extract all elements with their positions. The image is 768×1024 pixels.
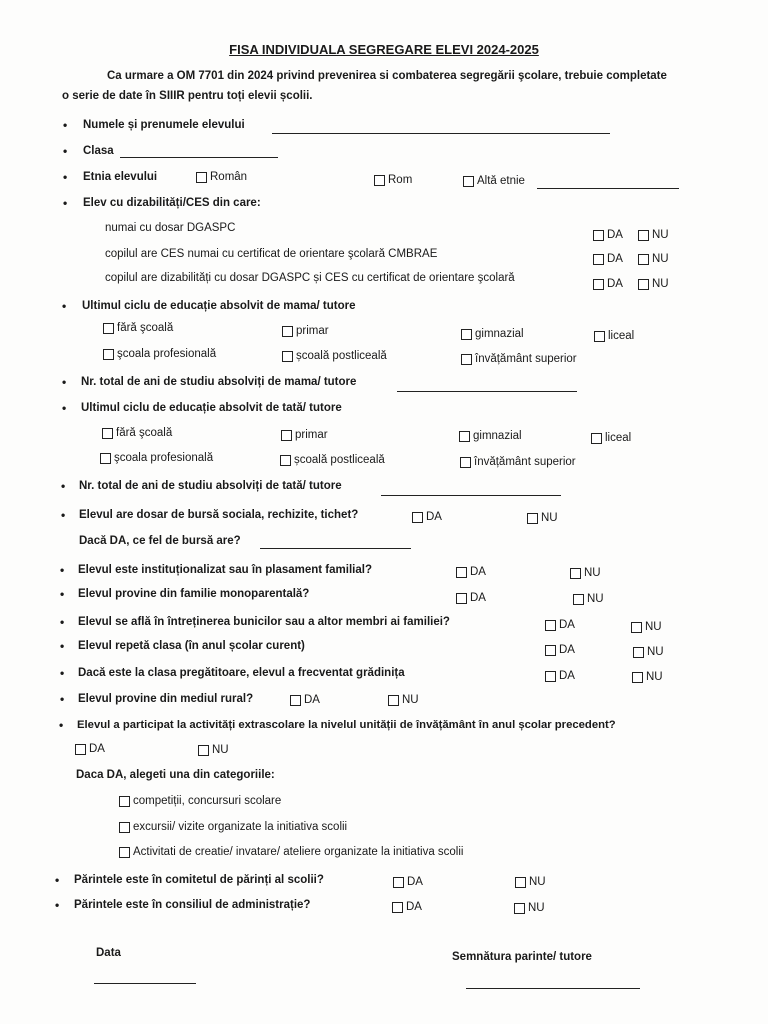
grandparents-no[interactable]: NU — [631, 621, 662, 633]
mother-edu-postsecondary[interactable]: școală postliceală — [282, 350, 387, 362]
category-competitions[interactable]: competiții, concursuri scolare — [119, 795, 281, 807]
checkbox[interactable] — [459, 431, 470, 442]
class-label: Clasa — [83, 145, 114, 157]
repeats-label: Elevul repetă clasa (în anul școlar curent) — [78, 640, 305, 652]
grandparents-label: Elevul se află în întreținerea bunicilor sau a altor membri ai familiei? — [78, 616, 450, 628]
form-title: FISA INDIVIDUALA SEGREGARE ELEVI 2024-2025 — [229, 42, 539, 57]
checkbox[interactable] — [282, 326, 293, 337]
checkbox[interactable] — [515, 877, 526, 888]
checkbox[interactable] — [545, 645, 556, 656]
bullet: • — [63, 196, 68, 210]
bullet: • — [63, 118, 68, 132]
father-cycle-label: Ultimul ciclu de educație absolvit de tată/ tutore — [81, 402, 342, 414]
name-field[interactable] — [272, 133, 610, 134]
checkbox[interactable] — [632, 672, 643, 683]
parent-committee-yes[interactable]: DA — [393, 876, 423, 888]
checkbox[interactable] — [527, 513, 538, 524]
single-parent-yes[interactable]: DA — [456, 592, 486, 604]
checkbox[interactable] — [456, 567, 467, 578]
bullet: • — [61, 479, 66, 493]
father-edu-none[interactable]: fără şcoală — [102, 427, 172, 439]
ethnicity-option-other[interactable]: Altă etnie — [463, 175, 525, 187]
scholarship-type-label: Dacă DA, ce fel de bursă are? — [79, 535, 241, 547]
extracurricular-label: Elevul a participat la activități extrascolare la nivelul unității de învățământ în anul școlar precedent? — [77, 719, 616, 731]
rural-no[interactable]: NU — [388, 694, 419, 706]
checkbox[interactable] — [638, 230, 649, 241]
category-workshops[interactable]: Activitati de creatie/ invatare/ ateliere organizate la initiativa scolii — [119, 846, 463, 858]
checkbox[interactable] — [545, 671, 556, 682]
checkbox[interactable] — [196, 172, 207, 183]
scholarship-type-field[interactable] — [260, 548, 411, 549]
institutionalized-yes[interactable]: DA — [456, 566, 486, 578]
intro-line-2: o serie de date în SIIIR pentru toți elevii școlii. — [62, 90, 313, 102]
signature-label: Semnătura parinte/ tutore — [452, 951, 592, 963]
scholarship-yes[interactable]: DA — [412, 511, 442, 523]
category-trips[interactable]: excursii/ vizite organizate la initiativa scolii — [119, 821, 347, 833]
name-label: Numele și prenumele elevului — [83, 119, 245, 131]
father-edu-higher[interactable]: învățământ superior — [460, 456, 576, 468]
checkbox[interactable] — [593, 279, 604, 290]
admin-council-label: Părintele este în consiliul de administrație? — [74, 899, 311, 911]
checkbox[interactable] — [392, 902, 403, 913]
admin-council-no[interactable]: NU — [514, 902, 545, 914]
mother-edu-highschool[interactable]: liceal — [594, 330, 634, 342]
checkbox[interactable] — [460, 457, 471, 468]
disability-1-yes[interactable]: DA — [593, 229, 623, 241]
disability-item-1: numai cu dosar DGASPC — [105, 222, 236, 234]
checkbox[interactable] — [282, 351, 293, 362]
class-field[interactable] — [120, 157, 278, 158]
checkbox[interactable] — [631, 622, 642, 633]
intro-line-1: Ca urmare a OM 7701 din 2024 privind prevenirea si combaterea segregării şcolare, trebuie completate — [107, 70, 667, 82]
checkbox[interactable] — [633, 647, 644, 658]
bullet: • — [63, 144, 68, 158]
checkbox[interactable] — [393, 877, 404, 888]
checkbox[interactable] — [290, 695, 301, 706]
bullet: • — [59, 718, 64, 732]
mother-edu-primary[interactable]: primar — [282, 325, 329, 337]
ethnicity-option-roman[interactable]: Român — [196, 171, 247, 183]
single-parent-no[interactable]: NU — [573, 593, 604, 605]
extracurricular-no[interactable]: NU — [198, 744, 229, 756]
disability-3-yes[interactable]: DA — [593, 278, 623, 290]
checkbox[interactable] — [638, 279, 649, 290]
checkbox[interactable] — [514, 903, 525, 914]
mother-years-label: Nr. total de ani de studiu absolviți de mama/ tutore — [81, 376, 357, 388]
disability-3-no[interactable]: NU — [638, 278, 669, 290]
checkbox[interactable] — [374, 175, 385, 186]
extracurricular-yes[interactable]: DA — [75, 743, 105, 755]
disability-item-2: copilul are CES numai cu certificat de orientare şcolară CMBRAE — [105, 248, 438, 260]
kindergarten-label: Dacă este la clasa pregătitoare, elevul a frecventat grădinița — [78, 667, 405, 679]
father-edu-vocational[interactable]: şcoala profesională — [100, 452, 213, 464]
checkbox[interactable] — [103, 349, 114, 360]
checkbox[interactable] — [388, 695, 399, 706]
rural-label: Elevul provine din mediul rural? — [78, 693, 254, 705]
repeats-no[interactable]: NU — [633, 646, 664, 658]
ethnicity-label: Etnia elevului — [83, 171, 158, 183]
category-label: Daca DA, alegeti una din categoriile: — [76, 769, 275, 781]
checkbox[interactable] — [100, 453, 111, 464]
signature-field[interactable] — [466, 988, 640, 989]
grandparents-yes[interactable]: DA — [545, 619, 575, 631]
disability-item-3: copilul are dizabilități cu dosar DGASPC și CES cu certificat de orientare şcolară — [105, 272, 515, 284]
bullet: • — [60, 666, 65, 680]
bullet: • — [62, 375, 67, 389]
checkbox[interactable] — [456, 593, 467, 604]
date-label: Data — [96, 947, 121, 959]
checkbox[interactable] — [570, 568, 581, 579]
checkbox[interactable] — [593, 230, 604, 241]
checkbox[interactable] — [102, 428, 113, 439]
date-field[interactable] — [94, 983, 196, 984]
bullet: • — [62, 401, 67, 415]
father-edu-gymnasium[interactable]: gimnazial — [459, 430, 522, 442]
father-years-label: Nr. total de ani de studiu absolviți de tată/ tutore — [79, 480, 342, 492]
mother-edu-none[interactable]: fără şcoală — [103, 322, 173, 334]
mother-edu-vocational[interactable]: şcoala profesională — [103, 348, 216, 360]
repeats-yes[interactable]: DA — [545, 644, 575, 656]
checkbox[interactable] — [281, 430, 292, 441]
institutionalized-no[interactable]: NU — [570, 567, 601, 579]
checkbox[interactable] — [591, 433, 602, 444]
checkbox[interactable] — [119, 796, 130, 807]
scholarship-label: Elevul are dosar de bursă sociala, rechizite, tichet? — [79, 509, 359, 521]
bullet: • — [55, 898, 60, 912]
bullet: • — [62, 299, 67, 313]
bullet: • — [61, 508, 66, 522]
checkbox[interactable] — [119, 822, 130, 833]
father-edu-highschool[interactable]: liceal — [591, 432, 631, 444]
parent-committee-label: Părintele este în comitetul de părinți al scolii? — [74, 874, 324, 886]
disability-2-no[interactable]: NU — [638, 253, 669, 265]
kindergarten-no[interactable]: NU — [632, 671, 663, 683]
father-edu-postsecondary[interactable]: școală postliceală — [280, 454, 385, 466]
bullet: • — [60, 692, 65, 706]
other-ethnicity-field[interactable] — [537, 188, 679, 189]
checkbox[interactable] — [461, 354, 472, 365]
checkbox[interactable] — [638, 254, 649, 265]
bullet: • — [55, 873, 60, 887]
checkbox[interactable] — [119, 847, 130, 858]
institutionalized-label: Elevul este instituționalizat sau în plasament familial? — [78, 564, 372, 576]
checkbox[interactable] — [198, 745, 209, 756]
checkbox[interactable] — [593, 254, 604, 265]
scholarship-no[interactable]: NU — [527, 512, 558, 524]
bullet: • — [60, 639, 65, 653]
bullet: • — [60, 615, 65, 629]
admin-council-yes[interactable]: DA — [392, 901, 422, 913]
mother-edu-gymnasium[interactable]: gimnazial — [461, 328, 524, 340]
disability-label: Elev cu dizabilități/CES din care: — [83, 197, 261, 209]
disability-2-yes[interactable]: DA — [593, 253, 623, 265]
checkbox[interactable] — [461, 329, 472, 340]
father-edu-primary[interactable]: primar — [281, 429, 328, 441]
kindergarten-yes[interactable]: DA — [545, 670, 575, 682]
mother-edu-higher[interactable]: învățământ superior — [461, 353, 577, 365]
checkbox[interactable] — [463, 176, 474, 187]
bullet: • — [60, 587, 65, 601]
rural-yes[interactable]: DA — [290, 694, 320, 706]
father-years-field[interactable] — [381, 495, 561, 496]
checkbox[interactable] — [75, 744, 86, 755]
mother-cycle-label: Ultimul ciclu de educație absolvit de mama/ tutore — [82, 300, 356, 312]
bullet: • — [63, 170, 68, 184]
parent-committee-no[interactable]: NU — [515, 876, 546, 888]
checkbox[interactable] — [594, 331, 605, 342]
bullet: • — [60, 563, 65, 577]
disability-1-no[interactable]: NU — [638, 229, 669, 241]
checkbox[interactable] — [545, 620, 556, 631]
single-parent-label: Elevul provine din familie monoparentală? — [78, 588, 310, 600]
checkbox[interactable] — [573, 594, 584, 605]
checkbox[interactable] — [412, 512, 423, 523]
mother-years-field[interactable] — [397, 391, 577, 392]
ethnicity-option-rom[interactable]: Rom — [374, 174, 412, 186]
checkbox[interactable] — [103, 323, 114, 334]
checkbox[interactable] — [280, 455, 291, 466]
